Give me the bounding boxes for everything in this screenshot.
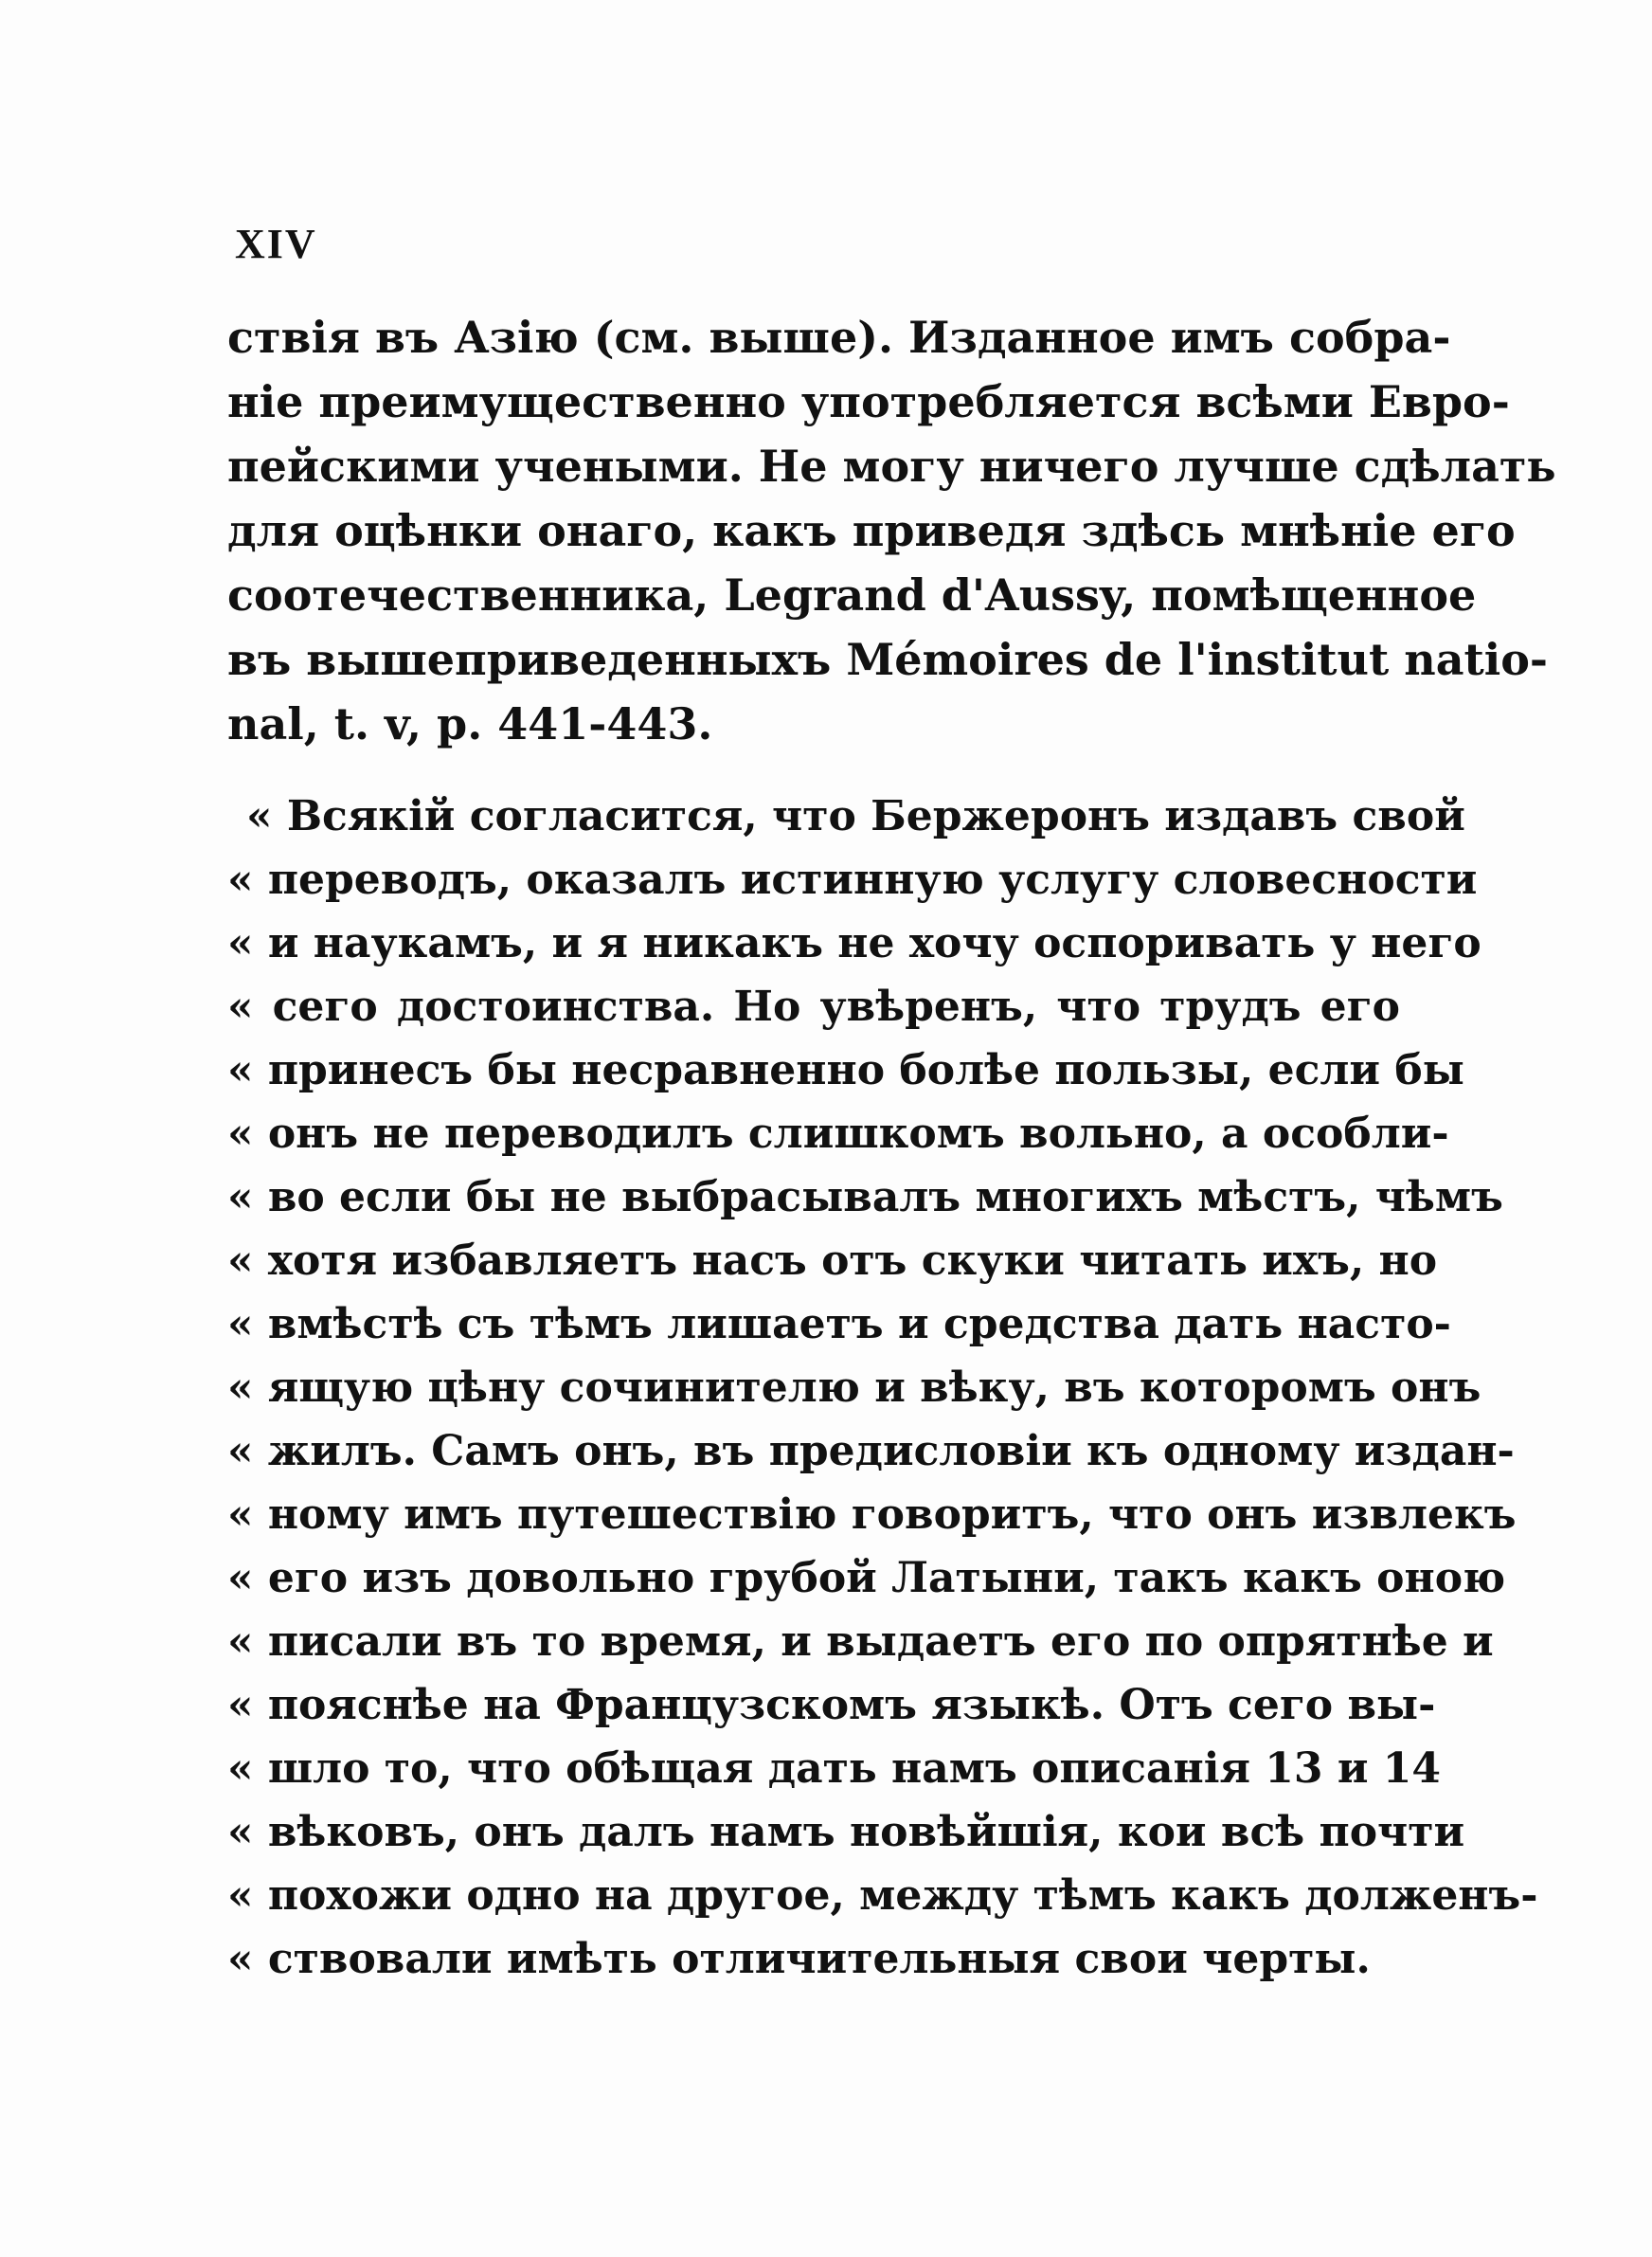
paragraph2-line: « вѣковъ, онъ далъ намъ новѣйшія, кои всѣ почти [227, 1808, 1465, 1856]
paragraph1-line: ніе преимущественно употребляется всѣми Евро- [227, 376, 1510, 427]
paragraph2-line: « пояснѣе на Французскомъ языкѣ. Отъ сего вы- [227, 1681, 1436, 1729]
page-number: XIV [235, 221, 317, 267]
paragraph1-line: соотечественника, Legrand d'Aussy, помѣщенное [227, 569, 1477, 621]
paragraph1-line: nal, t. v, p. 441-443. [227, 698, 713, 749]
paragraph1-line: ствія въ Азію (см. выше). Изданное имъ собра- [227, 312, 1451, 363]
paragraph2-line: « ствовали имѣть отличительныя свои черты. [227, 1935, 1371, 1983]
paragraph2-line: « писали въ то время, и выдаетъ его по опрятнѣе и [227, 1617, 1494, 1666]
paragraph1-line: пейскими учеными. Не могу ничего лучше сдѣлать [227, 441, 1556, 492]
paragraph-1 [227, 305, 1556, 756]
paragraph2-line: « сего достоинства. Но увѣренъ, что трудъ его [227, 983, 1400, 1031]
paragraph2-line: « Всякій согласится, что Бержеронъ издавъ свой [246, 792, 1465, 840]
paragraph2-line: « его изъ довольно грубой Латыни, такъ какъ оною [227, 1554, 1506, 1602]
paragraph2-line: « ящую цѣну сочинителю и вѣку, въ которомъ онъ [227, 1363, 1481, 1412]
paragraph1-line: для оцѣнки онаго, какъ приведя здѣсь мнѣніе его [227, 505, 1516, 556]
paragraph2-line: « онъ не переводилъ слишкомъ вольно, а особли- [227, 1110, 1449, 1158]
paragraph2-line: « во если бы не выбрасывалъ многихъ мѣстъ, чѣмъ [227, 1173, 1503, 1221]
paragraph1-line: въ вышеприведенныхъ Mémoires de l'institut natio- [227, 634, 1548, 685]
paragraph2-line: « хотя избавляетъ насъ отъ скуки читать ихъ, но [227, 1237, 1438, 1285]
paragraph2-line: « переводъ, оказалъ истинную услугу словесности [227, 856, 1478, 904]
paragraph2-line: « похожи одно на другое, между тѣмъ какъ долженъ- [227, 1871, 1538, 1920]
paragraph2-line: « принесъ бы несравненно болѣе пользы, если бы [227, 1046, 1464, 1094]
paragraph2-line: « и наукамъ, и я никакъ не хочу оспоривать у него [227, 919, 1481, 967]
paragraph2-line: « вмѣстѣ съ тѣмъ лишаетъ и средства дать насто- [227, 1300, 1451, 1348]
paragraph-2-quote [227, 785, 1538, 1991]
paragraph2-line: « шло то, что обѣщая дать намъ описанія 13 и 14 [227, 1744, 1442, 1793]
paragraph2-line: « ному имъ путешествію говоритъ, что онъ извлекъ [227, 1490, 1517, 1539]
paragraph2-line: « жилъ. Самъ онъ, въ предисловіи къ одному издан- [227, 1427, 1515, 1475]
